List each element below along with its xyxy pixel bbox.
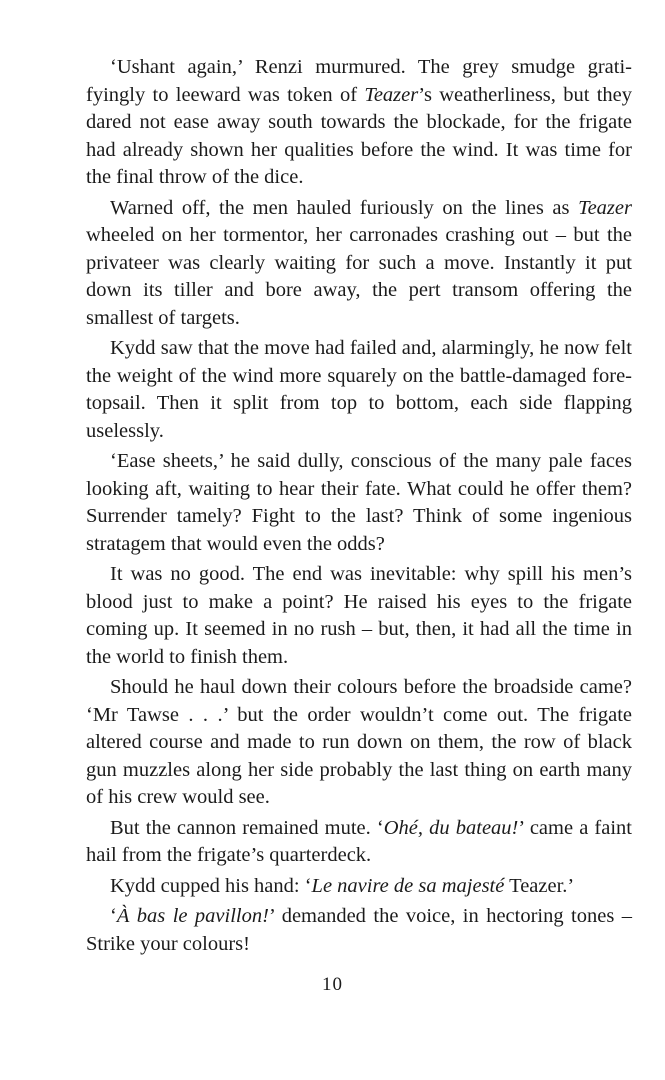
italic-run: Teazer: [364, 83, 419, 106]
italic-run: Le navire de sa majesté: [311, 874, 505, 897]
italic-run: À bas le pavillon!: [116, 905, 269, 927]
paragraph-4: [86, 448, 632, 558]
paragraph-3: [86, 335, 632, 445]
text-run: Should he haul down their colours before the broadside came? ‘Mr Tawse . . .’ but the order wouldn’t come out. The frigate altered course and made to run down on them, the row of black gun muzzles along her side probably the last thing on earth many of his crew would see.: [86, 676, 632, 808]
text-run: wheeled on her tormentor, her carronades crashing out – but the privateer was clearly waiting for such a move. Instantly it put down its tiller and bore away, the pert transom offering the smallest of targets.: [86, 224, 632, 329]
italic-run: Ohé, du bateau!: [383, 816, 519, 839]
text-run: ’s weatherliness, but they dared not ease away south towards the blockade, for the frigate had already shown her qualities before the wind. It was time for the final throw of the dice.: [86, 83, 632, 188]
paragraph-7: [86, 815, 632, 870]
paragraph-6: [86, 674, 632, 812]
text-run: Teazer.’: [504, 874, 575, 897]
text-run: ‘Ushant again,’ Renzi murmured. The grey smudge gratifyingly to leeward was token of: [86, 56, 632, 106]
paragraph-5: [86, 561, 632, 671]
text-run: Kydd cupped his hand: ‘: [110, 874, 312, 897]
text-run: It was no good. The end was inevitable: why spill his men’s blood just to make a point? He raised his eyes to the frigate coming up. It seemed in no rush – but, then, it had all the time in the world to finish them.: [86, 563, 632, 668]
text-run: ‘: [110, 905, 117, 927]
paragraph-2: [86, 195, 632, 333]
paragraph-8: [86, 873, 632, 901]
text-run: ’ came a faint hail from the frigate’s quarterdeck.: [86, 816, 632, 866]
page-body: [86, 54, 632, 961]
page-number: 10: [322, 974, 343, 995]
italic-run: Teazer: [578, 196, 632, 219]
text-run: But the cannon remained mute. ‘: [110, 816, 384, 839]
text-run: Kydd saw that the move had failed and, alarmingly, he now felt the weight of the wind more squarely on the battle-damaged fore-topsail. Then it split from top to bottom, each side flapping uselessly.: [86, 337, 632, 442]
paragraph-9: [86, 903, 632, 958]
text-run: ‘Ease sheets,’ he said dully, conscious of the many pale faces looking aft, waiting to hear their fate. What could he offer them? Surrender tamely? Fight to the last? Think of some ingenious stratagem that would even the odds?: [86, 450, 632, 555]
paragraph-1: [86, 54, 632, 192]
text-run: ’ demanded the voice, in hectoring tones – Strike your colours!: [86, 905, 632, 955]
text-run: Warned off, the men hauled furiously on the lines as: [110, 196, 579, 219]
